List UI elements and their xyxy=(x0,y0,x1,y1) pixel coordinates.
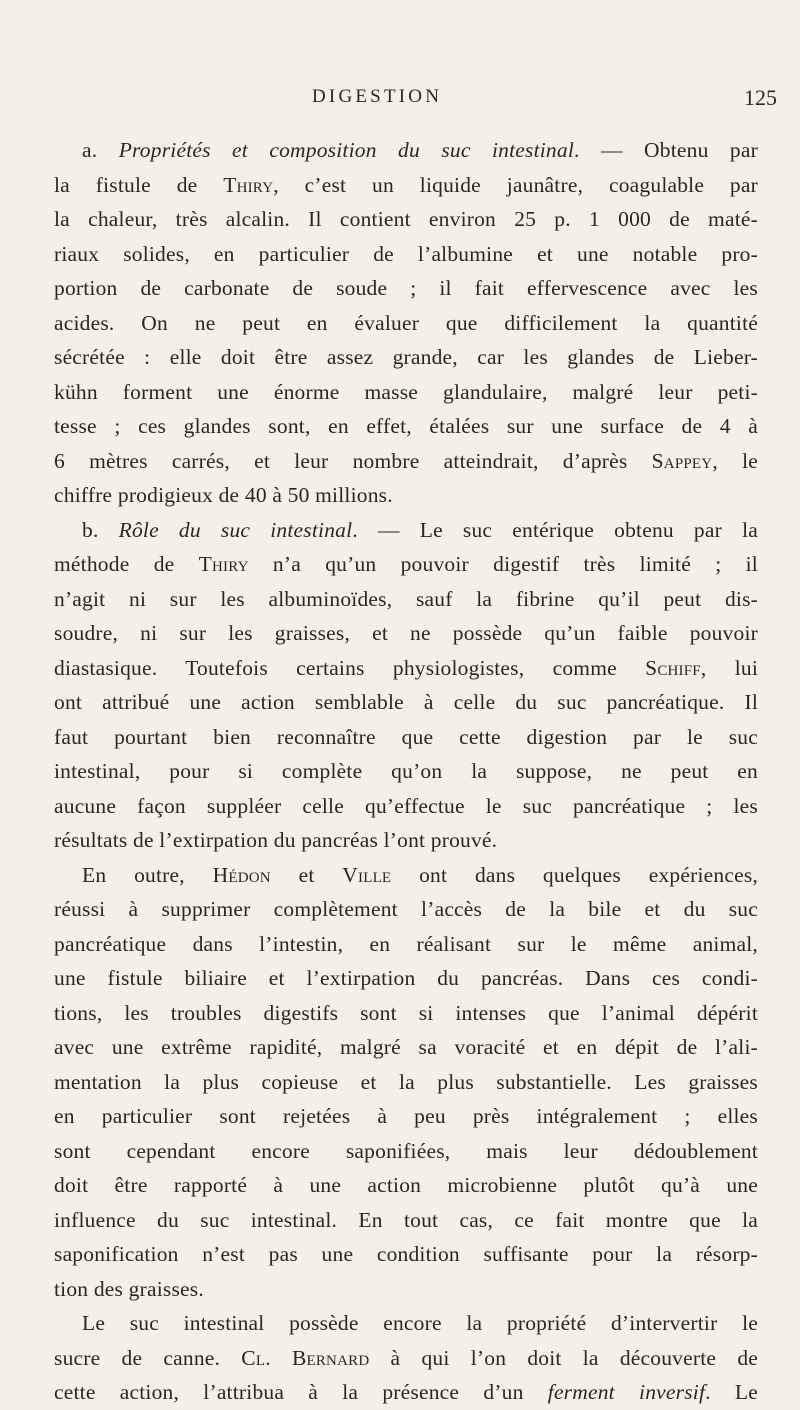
text-line: sont cependant encore saponifiées, mais leur dédoublement xyxy=(54,1138,758,1163)
text-line: a. Propriétés et composition du suc intestinal. — Obtenu par xyxy=(82,138,758,162)
text-line: pancréatique dans l’intestin, en réalisant sur le même animal, xyxy=(54,931,758,956)
text-line: Le suc intestinal possède encore la propriété d’intervertir le xyxy=(82,1311,758,1335)
text-line: sécrétée : elle doit être assez grande, car les glandes de Lieber- xyxy=(54,345,758,369)
text-line: méthode de Thiry n’a qu’un pouvoir digestif très limité ; il xyxy=(54,552,758,576)
text-line: n’agit ni sur les albuminoïdes, sauf la fibrine qu’il peut dis- xyxy=(54,586,758,611)
text-line: résultats de l’extirpation du pancréas l’ont prouvé. xyxy=(54,828,498,852)
text-line: ont attribué une action semblable à celle du suc pancréatique. Il xyxy=(54,690,758,714)
text-line: diastasique. Toutefois certains physiologistes, comme Schiff, lui xyxy=(54,655,758,680)
text-line: une fistule biliaire et l’extirpation du pancréas. Dans ces condi- xyxy=(54,966,758,990)
text-line: tesse ; ces glandes sont, en effet, étalées sur une surface de 4 à xyxy=(54,414,758,438)
text-line: la fistule de Thiry, c’est un liquide jaunâtre, coagulable par xyxy=(54,172,758,197)
text-line: portion de carbonate de soude ; il fait effervescence avec les xyxy=(54,276,758,300)
author-name: Hédon xyxy=(212,862,271,887)
section-title: Rôle du suc intestinal xyxy=(118,517,353,542)
text-line: réussi à supprimer complètement l’accès de la bile et du suc xyxy=(54,897,758,921)
text-line: riaux solides, en particulier de l’albumine et une notable pro- xyxy=(54,241,758,266)
section-title: Propriétés et composition du suc intestinal xyxy=(118,138,575,162)
page-number: 125 xyxy=(744,85,777,110)
text-line: acides. On ne peut en évaluer que difficilement la quantité xyxy=(54,310,758,335)
author-name: Ville xyxy=(342,862,392,887)
text-line: mentation la plus copieuse et la plus substantielle. Les graisses xyxy=(54,1069,758,1094)
text-line: tions, les troubles digestifs sont si intenses que l’animal dépérit xyxy=(54,1000,758,1025)
running-head xyxy=(0,86,800,116)
author-name: Cl. Bernard xyxy=(241,1345,370,1370)
text-line: intestinal, pour si complète qu’on la suppose, ne peut en xyxy=(54,759,758,783)
text-line: 6 mètres carrés, et leur nombre atteindrait, d’après Sappey, le xyxy=(54,448,758,473)
running-title: DIGESTION xyxy=(312,86,443,107)
text-line: tion des graisses. xyxy=(54,1276,204,1301)
body-text xyxy=(54,133,758,1410)
author-name: Thiry xyxy=(223,172,274,197)
text-line: aucune façon suppléer celle qu’effectue le suc pancréatique ; les xyxy=(54,793,758,818)
text-line: influence du suc intestinal. En tout cas, ce fait montre que la xyxy=(54,1207,758,1232)
author-name: Thiry xyxy=(198,552,249,576)
text-line: saponification n’est pas une condition suffisante pour la résorp- xyxy=(54,1242,758,1266)
text-line: en particulier sont rejetées à peu près intégralement ; elles xyxy=(54,1104,758,1128)
paragraph-role xyxy=(54,513,758,858)
paragraph-invertase xyxy=(54,1306,758,1410)
text-line: chiffre prodigieux de 40 à 50 millions. xyxy=(54,483,393,507)
text-line: En outre, Hédon et Ville ont dans quelques expériences, xyxy=(82,862,758,887)
text-line: b. Rôle du suc intestinal. — Le suc entérique obtenu par la xyxy=(82,517,758,542)
text-line: sucre de canne. Cl. Bernard à qui l’on doit la découverte de xyxy=(54,1345,759,1370)
author-name: Sappey xyxy=(651,448,713,473)
paragraph-properties xyxy=(54,133,758,513)
text-line: soudre, ni sur les graisses, et ne possède qu’un faible pouvoir xyxy=(54,621,758,645)
italic-term: ferment inversif xyxy=(547,1380,706,1404)
text-line: cette action, l’attribua à la présence d’un ferment inversif. Le xyxy=(54,1380,758,1404)
author-name: Schiff xyxy=(645,655,701,680)
paragraph-hedon-ville xyxy=(54,858,758,1307)
text-line: faut pourtant bien reconnaître que cette digestion par le suc xyxy=(54,724,758,749)
text-line: avec une extrême rapidité, malgré sa voracité et en dépit de l’ali- xyxy=(54,1035,758,1059)
text-line: la chaleur, très alcalin. Il contient environ 25 p. 1 000 de maté- xyxy=(54,207,758,231)
text-line: kühn forment une énorme masse glandulaire, malgré leur peti- xyxy=(54,379,758,404)
text-line: doit être rapporté à une action microbienne plutôt qu’à une xyxy=(54,1173,758,1197)
